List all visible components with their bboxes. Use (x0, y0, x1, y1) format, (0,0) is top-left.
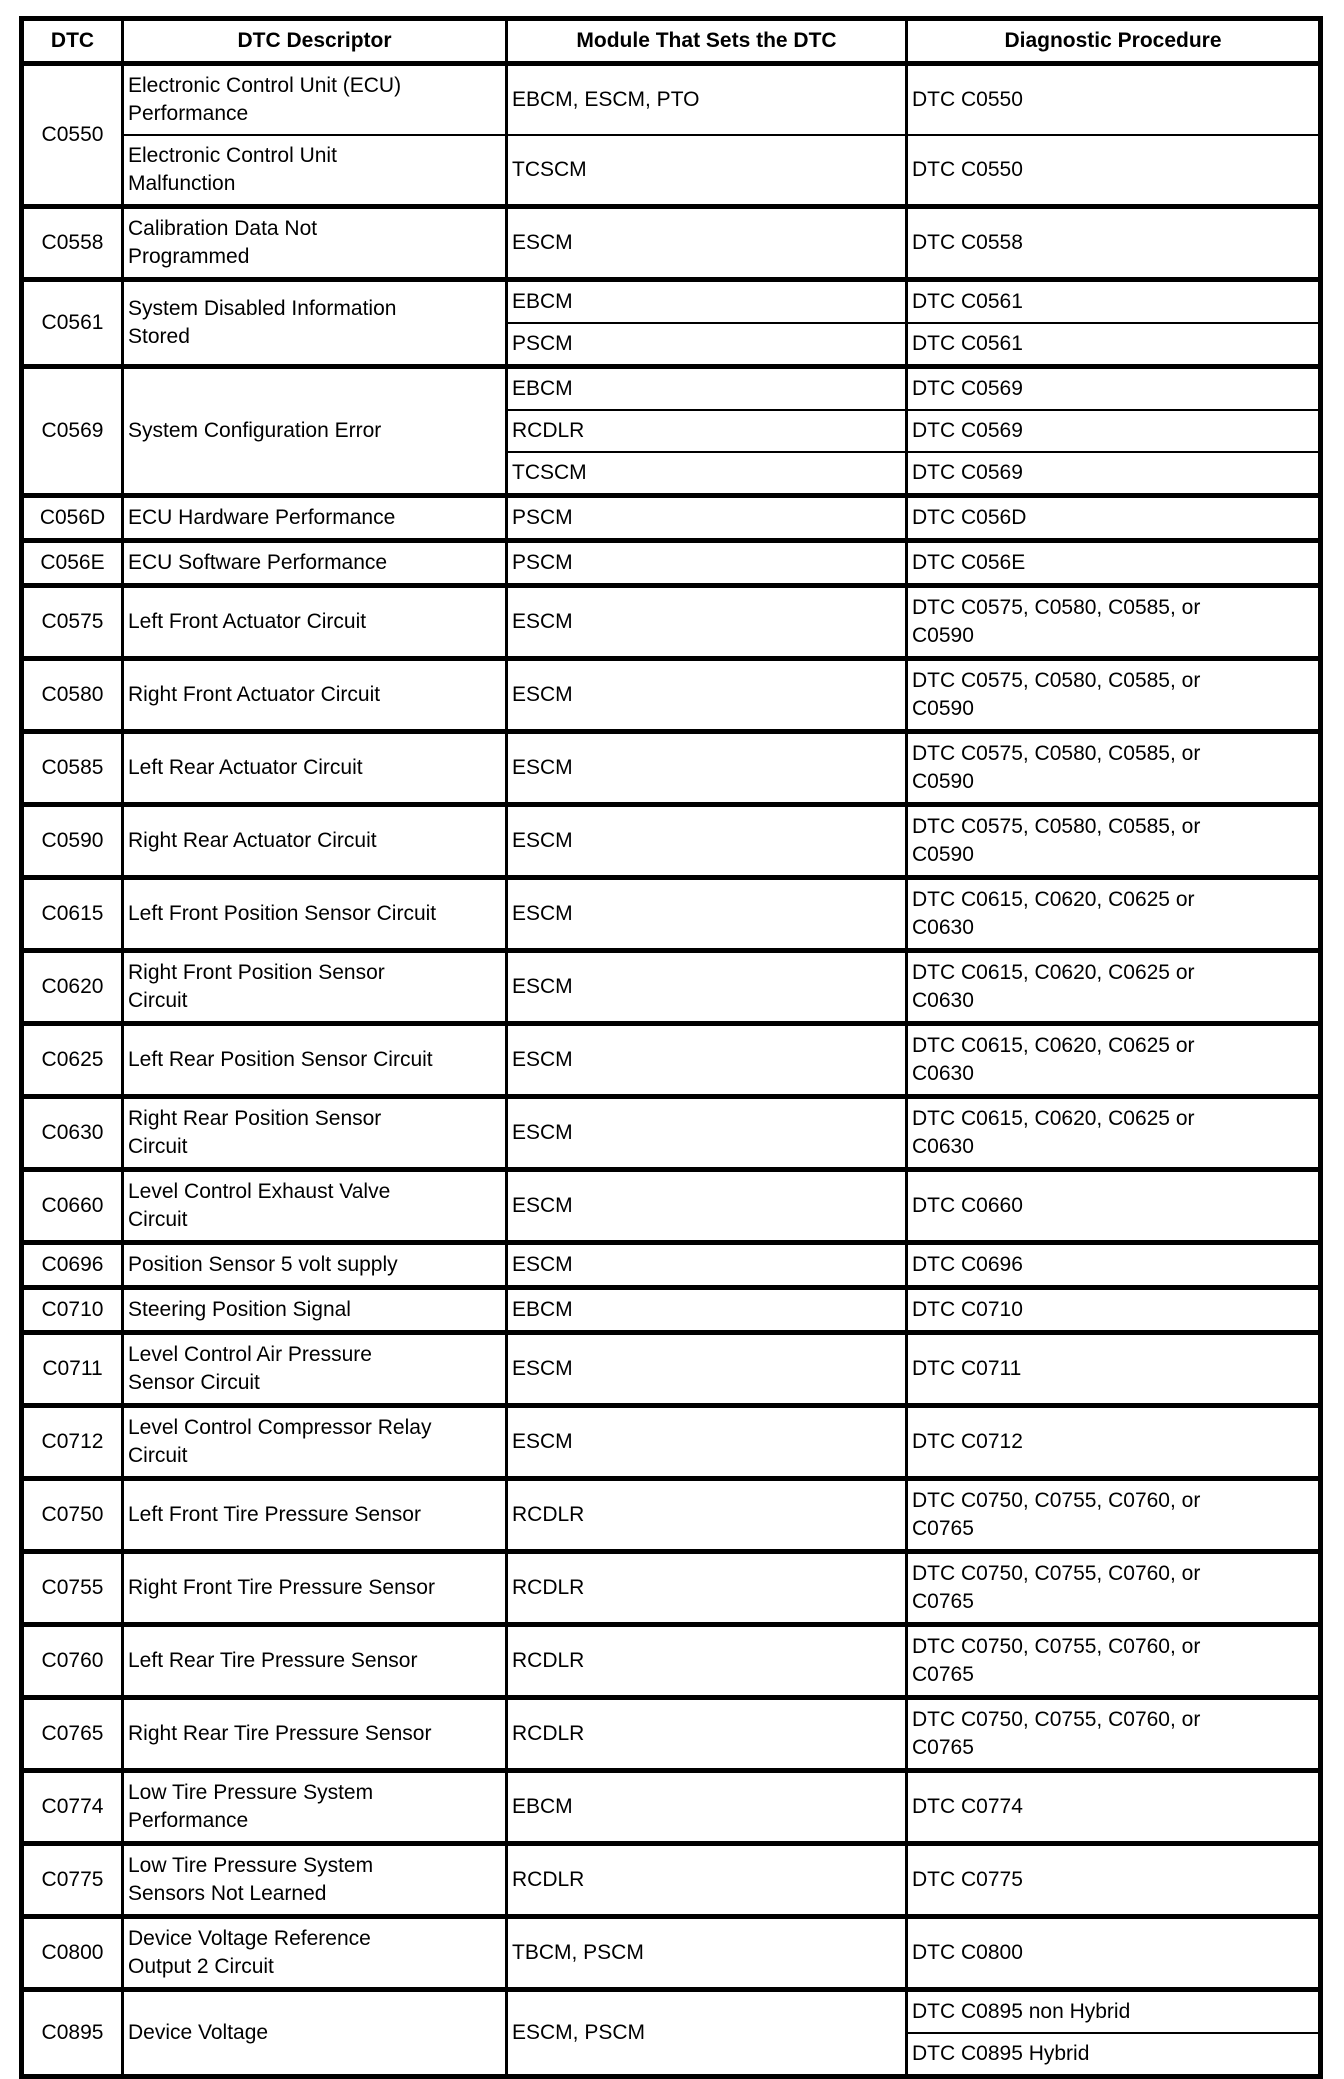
table-row (22, 64, 1321, 136)
module-cell: PSCM (507, 541, 907, 586)
dtc-code-cell: C056D (22, 496, 123, 541)
dtc-code-cell: C0630 (22, 1097, 123, 1170)
procedure-cell: DTC C0711 (907, 1333, 1321, 1406)
table-header-row (22, 19, 1321, 64)
procedure-cell: DTC C0561 (907, 323, 1321, 367)
descriptor-cell: Calibration Data Not Programmed (123, 207, 507, 280)
descriptor-cell: Left Rear Position Sensor Circuit (123, 1024, 507, 1097)
dtc-code-cell: C0711 (22, 1333, 123, 1406)
descriptor-cell: System Configuration Error (123, 367, 507, 496)
procedure-cell: DTC C0575, C0580, C0585, or C0590 (907, 659, 1321, 732)
module-cell: ESCM (507, 207, 907, 280)
table-row (22, 1479, 1321, 1552)
procedure-cell: DTC C056D (907, 496, 1321, 541)
procedure-cell: DTC C0569 (907, 452, 1321, 496)
descriptor-cell: Right Front Position Sensor Circuit (123, 951, 507, 1024)
procedure-cell: DTC C056E (907, 541, 1321, 586)
module-cell: ESCM (507, 659, 907, 732)
table-row (22, 207, 1321, 280)
table-row (22, 1698, 1321, 1771)
descriptor-cell: Right Front Actuator Circuit (123, 659, 507, 732)
dtc-code-cell: C0760 (22, 1625, 123, 1698)
procedure-cell: DTC C0750, C0755, C0760, or C0765 (907, 1479, 1321, 1552)
descriptor-cell: Right Rear Tire Pressure Sensor (123, 1698, 507, 1771)
module-cell: PSCM (507, 496, 907, 541)
module-cell: ESCM (507, 1333, 907, 1406)
dtc-code-cell: C056E (22, 541, 123, 586)
table-row (22, 367, 1321, 411)
descriptor-cell: Right Front Tire Pressure Sensor (123, 1552, 507, 1625)
procedure-cell: DTC C0750, C0755, C0760, or C0765 (907, 1698, 1321, 1771)
procedure-cell: DTC C0550 (907, 64, 1321, 136)
module-cell: RCDLR (507, 1625, 907, 1698)
descriptor-cell: Position Sensor 5 volt supply (123, 1243, 507, 1288)
dtc-code-cell: C0558 (22, 207, 123, 280)
module-cell: ESCM (507, 878, 907, 951)
descriptor-cell: Left Front Position Sensor Circuit (123, 878, 507, 951)
module-cell: ESCM (507, 1024, 907, 1097)
table-row (22, 805, 1321, 878)
table-row (22, 541, 1321, 586)
module-cell: RCDLR (507, 410, 907, 452)
module-cell: RCDLR (507, 1552, 907, 1625)
descriptor-cell: Low Tire Pressure System Performance (123, 1771, 507, 1844)
dtc-code-cell: C0800 (22, 1917, 123, 1990)
table-row (22, 1844, 1321, 1917)
module-cell: ESCM (507, 1406, 907, 1479)
module-cell: EBCM (507, 280, 907, 324)
procedure-cell: DTC C0615, C0620, C0625 or C0630 (907, 878, 1321, 951)
dtc-code-cell: C0575 (22, 586, 123, 659)
procedure-cell: DTC C0774 (907, 1771, 1321, 1844)
procedure-cell: DTC C0558 (907, 207, 1321, 280)
module-cell: ESCM (507, 1243, 907, 1288)
module-cell: PSCM (507, 323, 907, 367)
module-cell: EBCM (507, 1771, 907, 1844)
dtc-code-cell: C0561 (22, 280, 123, 367)
table-row (22, 1917, 1321, 1990)
table-row (22, 1243, 1321, 1288)
dtc-code-cell: C0775 (22, 1844, 123, 1917)
dtc-code-cell: C0620 (22, 951, 123, 1024)
descriptor-cell: ECU Software Performance (123, 541, 507, 586)
dtc-code-cell: C0895 (22, 1990, 123, 2077)
header-procedure: Diagnostic Procedure (907, 19, 1321, 64)
dtc-code-cell: C0696 (22, 1243, 123, 1288)
procedure-cell: DTC C0615, C0620, C0625 or C0630 (907, 1097, 1321, 1170)
module-cell: EBCM, ESCM, PTO (507, 64, 907, 136)
table-row (22, 878, 1321, 951)
dtc-code-cell: C0590 (22, 805, 123, 878)
procedure-cell: DTC C0561 (907, 280, 1321, 324)
header-dtc: DTC (22, 19, 123, 64)
table-body (22, 64, 1321, 2077)
procedure-cell: DTC C0895 Hybrid (907, 2033, 1321, 2077)
dtc-code-cell: C0625 (22, 1024, 123, 1097)
dtc-code-cell: C0550 (22, 64, 123, 207)
module-cell: ESCM (507, 732, 907, 805)
dtc-code-cell: C0774 (22, 1771, 123, 1844)
descriptor-cell: Right Rear Actuator Circuit (123, 805, 507, 878)
module-cell: ESCM (507, 586, 907, 659)
descriptor-cell: Level Control Exhaust Valve Circuit (123, 1170, 507, 1243)
descriptor-cell: Left Rear Actuator Circuit (123, 732, 507, 805)
descriptor-cell: System Disabled Information Stored (123, 280, 507, 367)
descriptor-cell: Right Rear Position Sensor Circuit (123, 1097, 507, 1170)
descriptor-cell: Left Rear Tire Pressure Sensor (123, 1625, 507, 1698)
dtc-code-cell: C0755 (22, 1552, 123, 1625)
descriptor-cell: Electronic Control Unit Malfunction (123, 135, 507, 207)
descriptor-cell: Low Tire Pressure System Sensors Not Learned (123, 1844, 507, 1917)
module-cell: EBCM (507, 367, 907, 411)
dtc-table (19, 16, 1323, 2079)
descriptor-cell: Level Control Compressor Relay Circuit (123, 1406, 507, 1479)
descriptor-cell: Left Front Tire Pressure Sensor (123, 1479, 507, 1552)
module-cell: RCDLR (507, 1698, 907, 1771)
module-cell: TCSCM (507, 135, 907, 207)
module-cell: RCDLR (507, 1844, 907, 1917)
module-cell: ESCM (507, 1170, 907, 1243)
dtc-code-cell: C0660 (22, 1170, 123, 1243)
procedure-cell: DTC C0575, C0580, C0585, or C0590 (907, 805, 1321, 878)
table-row (22, 496, 1321, 541)
dtc-code-cell: C0765 (22, 1698, 123, 1771)
table-row (22, 586, 1321, 659)
table-row (22, 1771, 1321, 1844)
procedure-cell: DTC C0750, C0755, C0760, or C0765 (907, 1552, 1321, 1625)
table-row (22, 135, 1321, 207)
procedure-cell: DTC C0895 non Hybrid (907, 1990, 1321, 2034)
procedure-cell: DTC C0775 (907, 1844, 1321, 1917)
procedure-cell: DTC C0615, C0620, C0625 or C0630 (907, 1024, 1321, 1097)
procedure-cell: DTC C0710 (907, 1288, 1321, 1333)
table-row (22, 1288, 1321, 1333)
dtc-code-cell: C0580 (22, 659, 123, 732)
table-row (22, 1406, 1321, 1479)
procedure-cell: DTC C0712 (907, 1406, 1321, 1479)
dtc-code-cell: C0712 (22, 1406, 123, 1479)
module-cell: ESCM, PSCM (507, 1990, 907, 2077)
procedure-cell: DTC C0750, C0755, C0760, or C0765 (907, 1625, 1321, 1698)
procedure-cell: DTC C0660 (907, 1170, 1321, 1243)
module-cell: TCSCM (507, 452, 907, 496)
module-cell: ESCM (507, 951, 907, 1024)
header-module: Module That Sets the DTC (507, 19, 907, 64)
dtc-code-cell: C0710 (22, 1288, 123, 1333)
procedure-cell: DTC C0569 (907, 367, 1321, 411)
module-cell: EBCM (507, 1288, 907, 1333)
procedure-cell: DTC C0615, C0620, C0625 or C0630 (907, 951, 1321, 1024)
table-row (22, 1990, 1321, 2034)
descriptor-cell: Steering Position Signal (123, 1288, 507, 1333)
descriptor-cell: Device Voltage (123, 1990, 507, 2077)
descriptor-cell: Left Front Actuator Circuit (123, 586, 507, 659)
module-cell: ESCM (507, 805, 907, 878)
descriptor-cell: ECU Hardware Performance (123, 496, 507, 541)
procedure-cell: DTC C0569 (907, 410, 1321, 452)
module-cell: TBCM, PSCM (507, 1917, 907, 1990)
module-cell: ESCM (507, 1097, 907, 1170)
table-row (22, 1552, 1321, 1625)
procedure-cell: DTC C0550 (907, 135, 1321, 207)
dtc-code-cell: C0750 (22, 1479, 123, 1552)
procedure-cell: DTC C0575, C0580, C0585, or C0590 (907, 732, 1321, 805)
table-row (22, 280, 1321, 324)
table-row (22, 659, 1321, 732)
dtc-code-cell: C0615 (22, 878, 123, 951)
procedure-cell: DTC C0696 (907, 1243, 1321, 1288)
module-cell: RCDLR (507, 1479, 907, 1552)
dtc-code-cell: C0569 (22, 367, 123, 496)
table-row (22, 732, 1321, 805)
table-row (22, 1333, 1321, 1406)
table-row (22, 951, 1321, 1024)
procedure-cell: DTC C0575, C0580, C0585, or C0590 (907, 586, 1321, 659)
header-descriptor: DTC Descriptor (123, 19, 507, 64)
dtc-code-cell: C0585 (22, 732, 123, 805)
table-row (22, 1097, 1321, 1170)
descriptor-cell: Electronic Control Unit (ECU) Performance (123, 64, 507, 136)
procedure-cell: DTC C0800 (907, 1917, 1321, 1990)
descriptor-cell: Level Control Air Pressure Sensor Circuit (123, 1333, 507, 1406)
table-row (22, 1024, 1321, 1097)
table-row (22, 1170, 1321, 1243)
descriptor-cell: Device Voltage Reference Output 2 Circuit (123, 1917, 507, 1990)
table-row (22, 1625, 1321, 1698)
